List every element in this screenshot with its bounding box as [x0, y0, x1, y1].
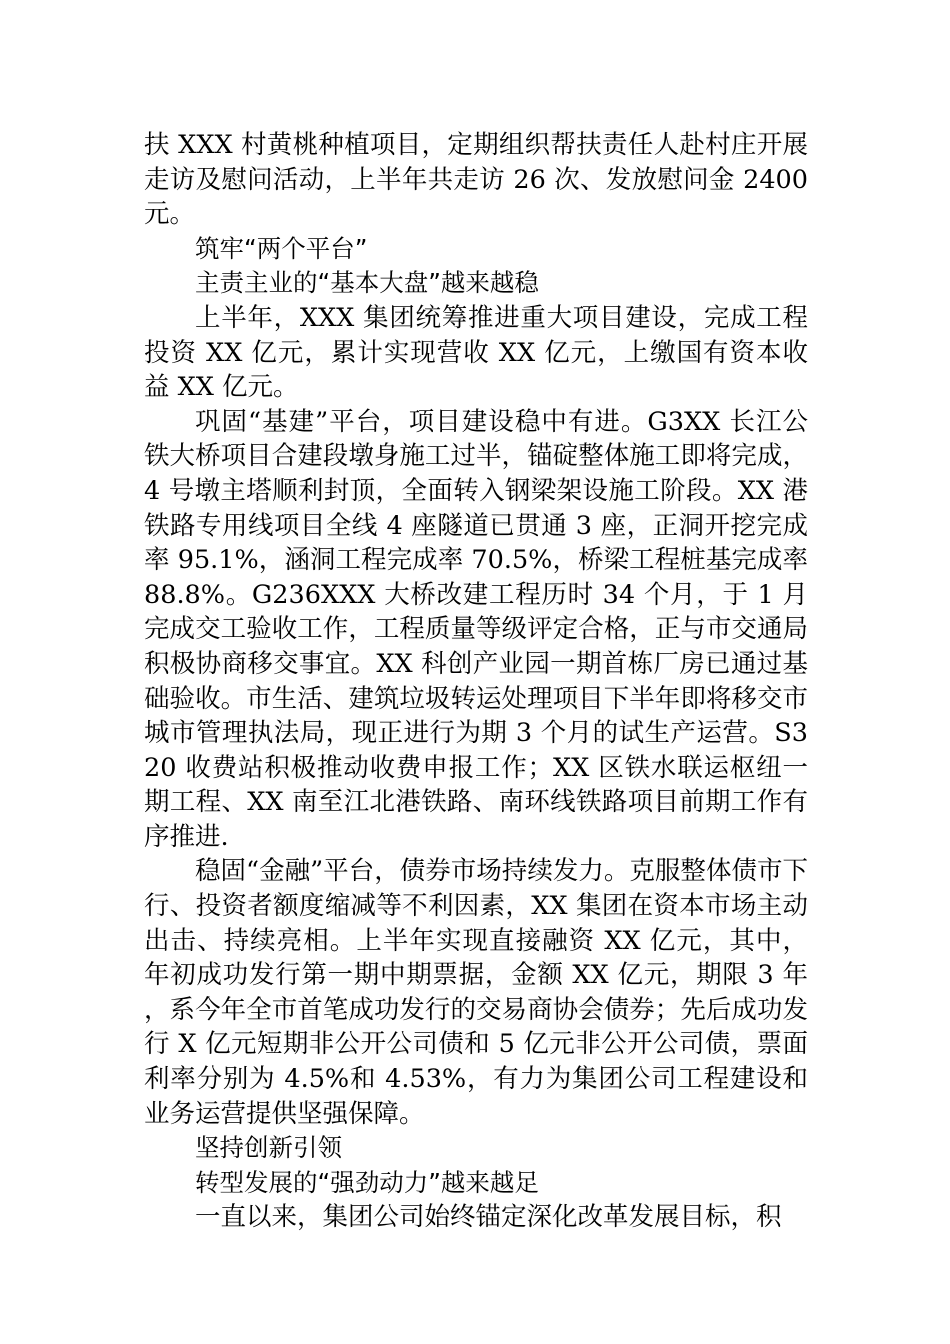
body-paragraph: 巩固“基建”平台，项目建设稳中有进。G3XX 长江公铁大桥项目合建段墩身施工过半，锚碇整体施工即将完成，4 号墩主塔顺利封顶，全面转入钢梁架设施工阶段。XX 港铁路专用线项目全线 4 座隧道已贯通 3 座，正洞开挖完成率 95.1%，涵洞工程完成率 70.5%，桥梁工程桩基完成率 88.8%。G236XXX 大桥改建工程历时 34 个月，于 1 月完成交工验收工作，工程质量等级评定合格，正与市交通局积极协商移交事宜。XX 科创产业园一期首栋厂房已通过基础验收。市生活、建筑垃圾转运处理项目下半年即将移交市城市管理执法局，现正进行为期 3 个月的试生产运营。S320 收费站积极推动收费申报工作；XX 区铁水联运枢纽一期工程、XX 南至江北港铁路、南环线铁路项目前期工作有序推进. — [144, 406, 808, 852]
body-paragraph: 一直以来，集团公司始终锚定深化改革发展目标，积 — [195, 1202, 782, 1233]
body-paragraph: 稳固“金融”平台，债券市场持续发力。克服整体债市下行、投资者额度缩减等不利因素，XX 集团在资本市场主动出击、持续亮相。上半年实现直接融资 XX 亿元，其中，年初成功发行第一期中期票据，金额 XX 亿元，期限 3 年，系今年全市首笔成功发行的交易商协会债券；先后成功发行 X 亿元短期非公开公司债和 5 亿元非公开公司债，票面利率分别为 4.5%和 4.53%，有力为集团公司工程建设和业务运营提供坚强保障。 — [144, 856, 808, 1129]
section-heading: 筑牢“两个平台” — [195, 233, 368, 263]
document-page — [144, 128, 808, 1235]
body-paragraph-continued: 扶 XXX 村黄桃种植项目，定期组织帮扶责任人赴村庄开展走访及慰问活动，上半年共走访 26 次、发放慰问金 2400 元。 — [144, 130, 808, 230]
section-heading: 坚持创新引领 — [195, 1133, 342, 1163]
section-subheading: 转型发展的“强劲动力”越来越足 — [195, 1167, 539, 1197]
section-subheading: 主责主业的“基本大盘”越来越稳 — [195, 268, 539, 298]
body-paragraph: 上半年，XXX 集团统筹推进重大项目建设，完成工程投资 XX 亿元，累计实现营收 XX 亿元，上缴国有资本收益 XX 亿元。 — [144, 302, 808, 403]
